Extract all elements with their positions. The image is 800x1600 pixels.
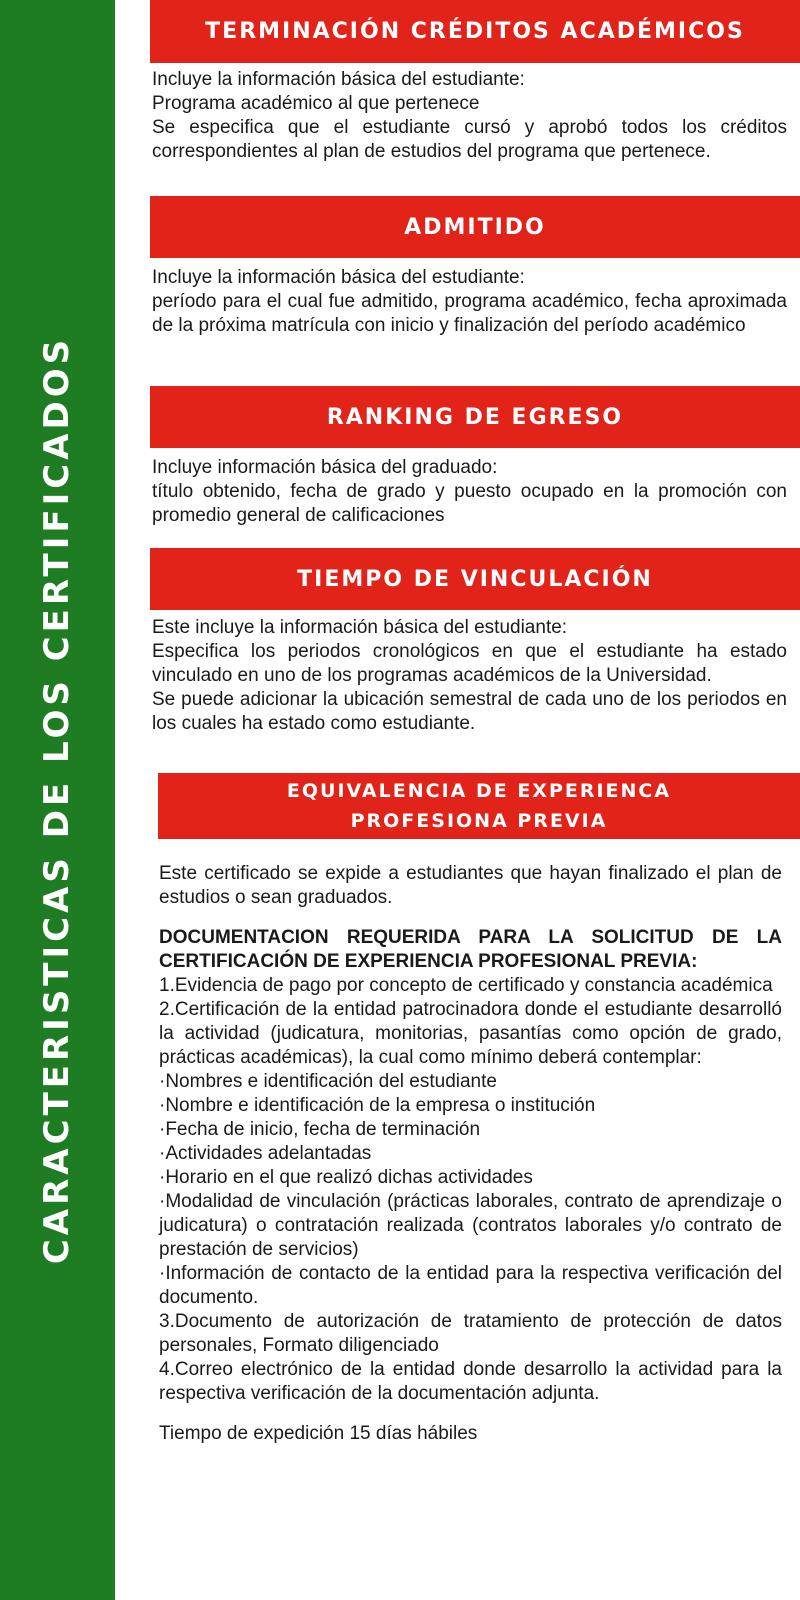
sidebar (0, 0, 115, 1600)
vinculacion-line1: Este incluye la información básica del estudiante: (152, 617, 568, 638)
banner-equivalencia-title-line1: EQUIVALENCIA DE EXPERIENCA (286, 780, 672, 802)
banner-vinculacion-title: TIEMPO DE VINCULACIÓN (297, 566, 653, 592)
banner-terminacion-title: TERMINACIÓN CRÉDITOS ACADÉMICOS (205, 19, 745, 44)
ranking-line2: título obtenido, fecha de grado y puesto ocupado en la promoción con promedio general de calificaciones (152, 481, 787, 526)
banner-admitido-title: ADMITIDO (404, 214, 546, 240)
equivalencia-footer: Tiempo de expedición 15 días hábiles (159, 1423, 478, 1444)
equivalencia-item-1: 1.Evidencia de pago por concepto de certificado y constancia académica (159, 975, 773, 996)
equivalencia-item-11: 4.Correo electrónico de la entidad donde desarrollo la actividad para la respectiva verificación de la documentación adjunta. (159, 1359, 782, 1404)
equivalencia-item-10: 3.Documento de autorización de tratamiento de protección de datos personales, Formato diligenciado (159, 1311, 782, 1356)
banner-vinculacion (150, 548, 800, 610)
equivalencia-item-6: ·Actividades adelantadas (159, 1143, 372, 1164)
equivalencia-heading: DOCUMENTACION REQUERIDA PARA LA SOLICITUD DE LA CERTIFICACIÓN DE EXPERIENCIA PROFESIONAL PREVIA: (159, 927, 782, 972)
banner-ranking-title: RANKING DE EGRESO (326, 404, 624, 430)
section-equivalencia-text (159, 862, 782, 1446)
equivalencia-item-4: ·Nombre e identificación de la empresa o institución (159, 1095, 596, 1116)
terminacion-line2: Programa académico al que pertenece (152, 93, 480, 114)
admitido-line1: Incluye la información básica del estudiante: (152, 267, 525, 288)
section-ranking-text (152, 456, 787, 528)
ranking-line1: Incluye información básica del graduado: (152, 457, 498, 478)
equivalencia-item-7: ·Horario en el que realizó dichas actividades (159, 1167, 533, 1188)
vinculacion-line2: Especifica los periodos cronológicos en que el estudiante ha estado vinculado en uno de los programas académicos de la Universidad. (152, 641, 787, 686)
banner-admitido (150, 196, 800, 258)
equivalencia-item-5: ·Fecha de inicio, fecha de terminación (159, 1119, 481, 1140)
banner-ranking (150, 386, 800, 448)
vinculacion-line3: Se puede adicionar la ubicación semestral de cada uno de los periodos en los cuales ha estado como estudiante. (152, 689, 787, 734)
equivalencia-intro: Este certificado se expide a estudiantes que hayan finalizado el plan de estudios o sean graduados. (159, 863, 782, 908)
equivalencia-item-3: ·Nombres e identificación del estudiante (159, 1071, 497, 1092)
terminacion-line1: Incluye la información básica del estudiante: (152, 69, 525, 90)
admitido-line2: período para el cual fue admitido, programa académico, fecha aproximada de la próxima matrícula con inicio y finalización del período académico (152, 291, 787, 336)
banner-terminacion (150, 0, 800, 63)
banner-equivalencia-title-line2: PROFESIONA PREVIA (350, 810, 608, 832)
banner-equivalencia (158, 773, 800, 839)
section-terminacion-text (152, 68, 787, 164)
equivalencia-item-8: ·Modalidad de vinculación (prácticas laborales, contrato de aprendizaje o judicatura) o contratación realizada (contratos laborales y/o contrato de prestación de servicios) (159, 1191, 782, 1260)
terminacion-line3: Se especifica que el estudiante cursó y aprobó todos los créditos correspondientes al plan de estudios del programa que pertenece. (152, 117, 787, 162)
section-vinculacion-text (152, 616, 787, 736)
section-admitido-text (152, 266, 787, 338)
equivalencia-item-9: ·Información de contacto de la entidad para la respectiva verificación del documento. (159, 1263, 782, 1308)
sidebar-title: CARACTERISTICAS DE LOS CERTIFICADOS (37, 335, 77, 1265)
equivalencia-item-2: 2.Certificación de la entidad patrocinadora donde el estudiante desarrolló la actividad (judicatura, monitorias, pasantías como opción de grado, prácticas académicas), la cual como mínimo deberá contemplar: (159, 999, 782, 1068)
